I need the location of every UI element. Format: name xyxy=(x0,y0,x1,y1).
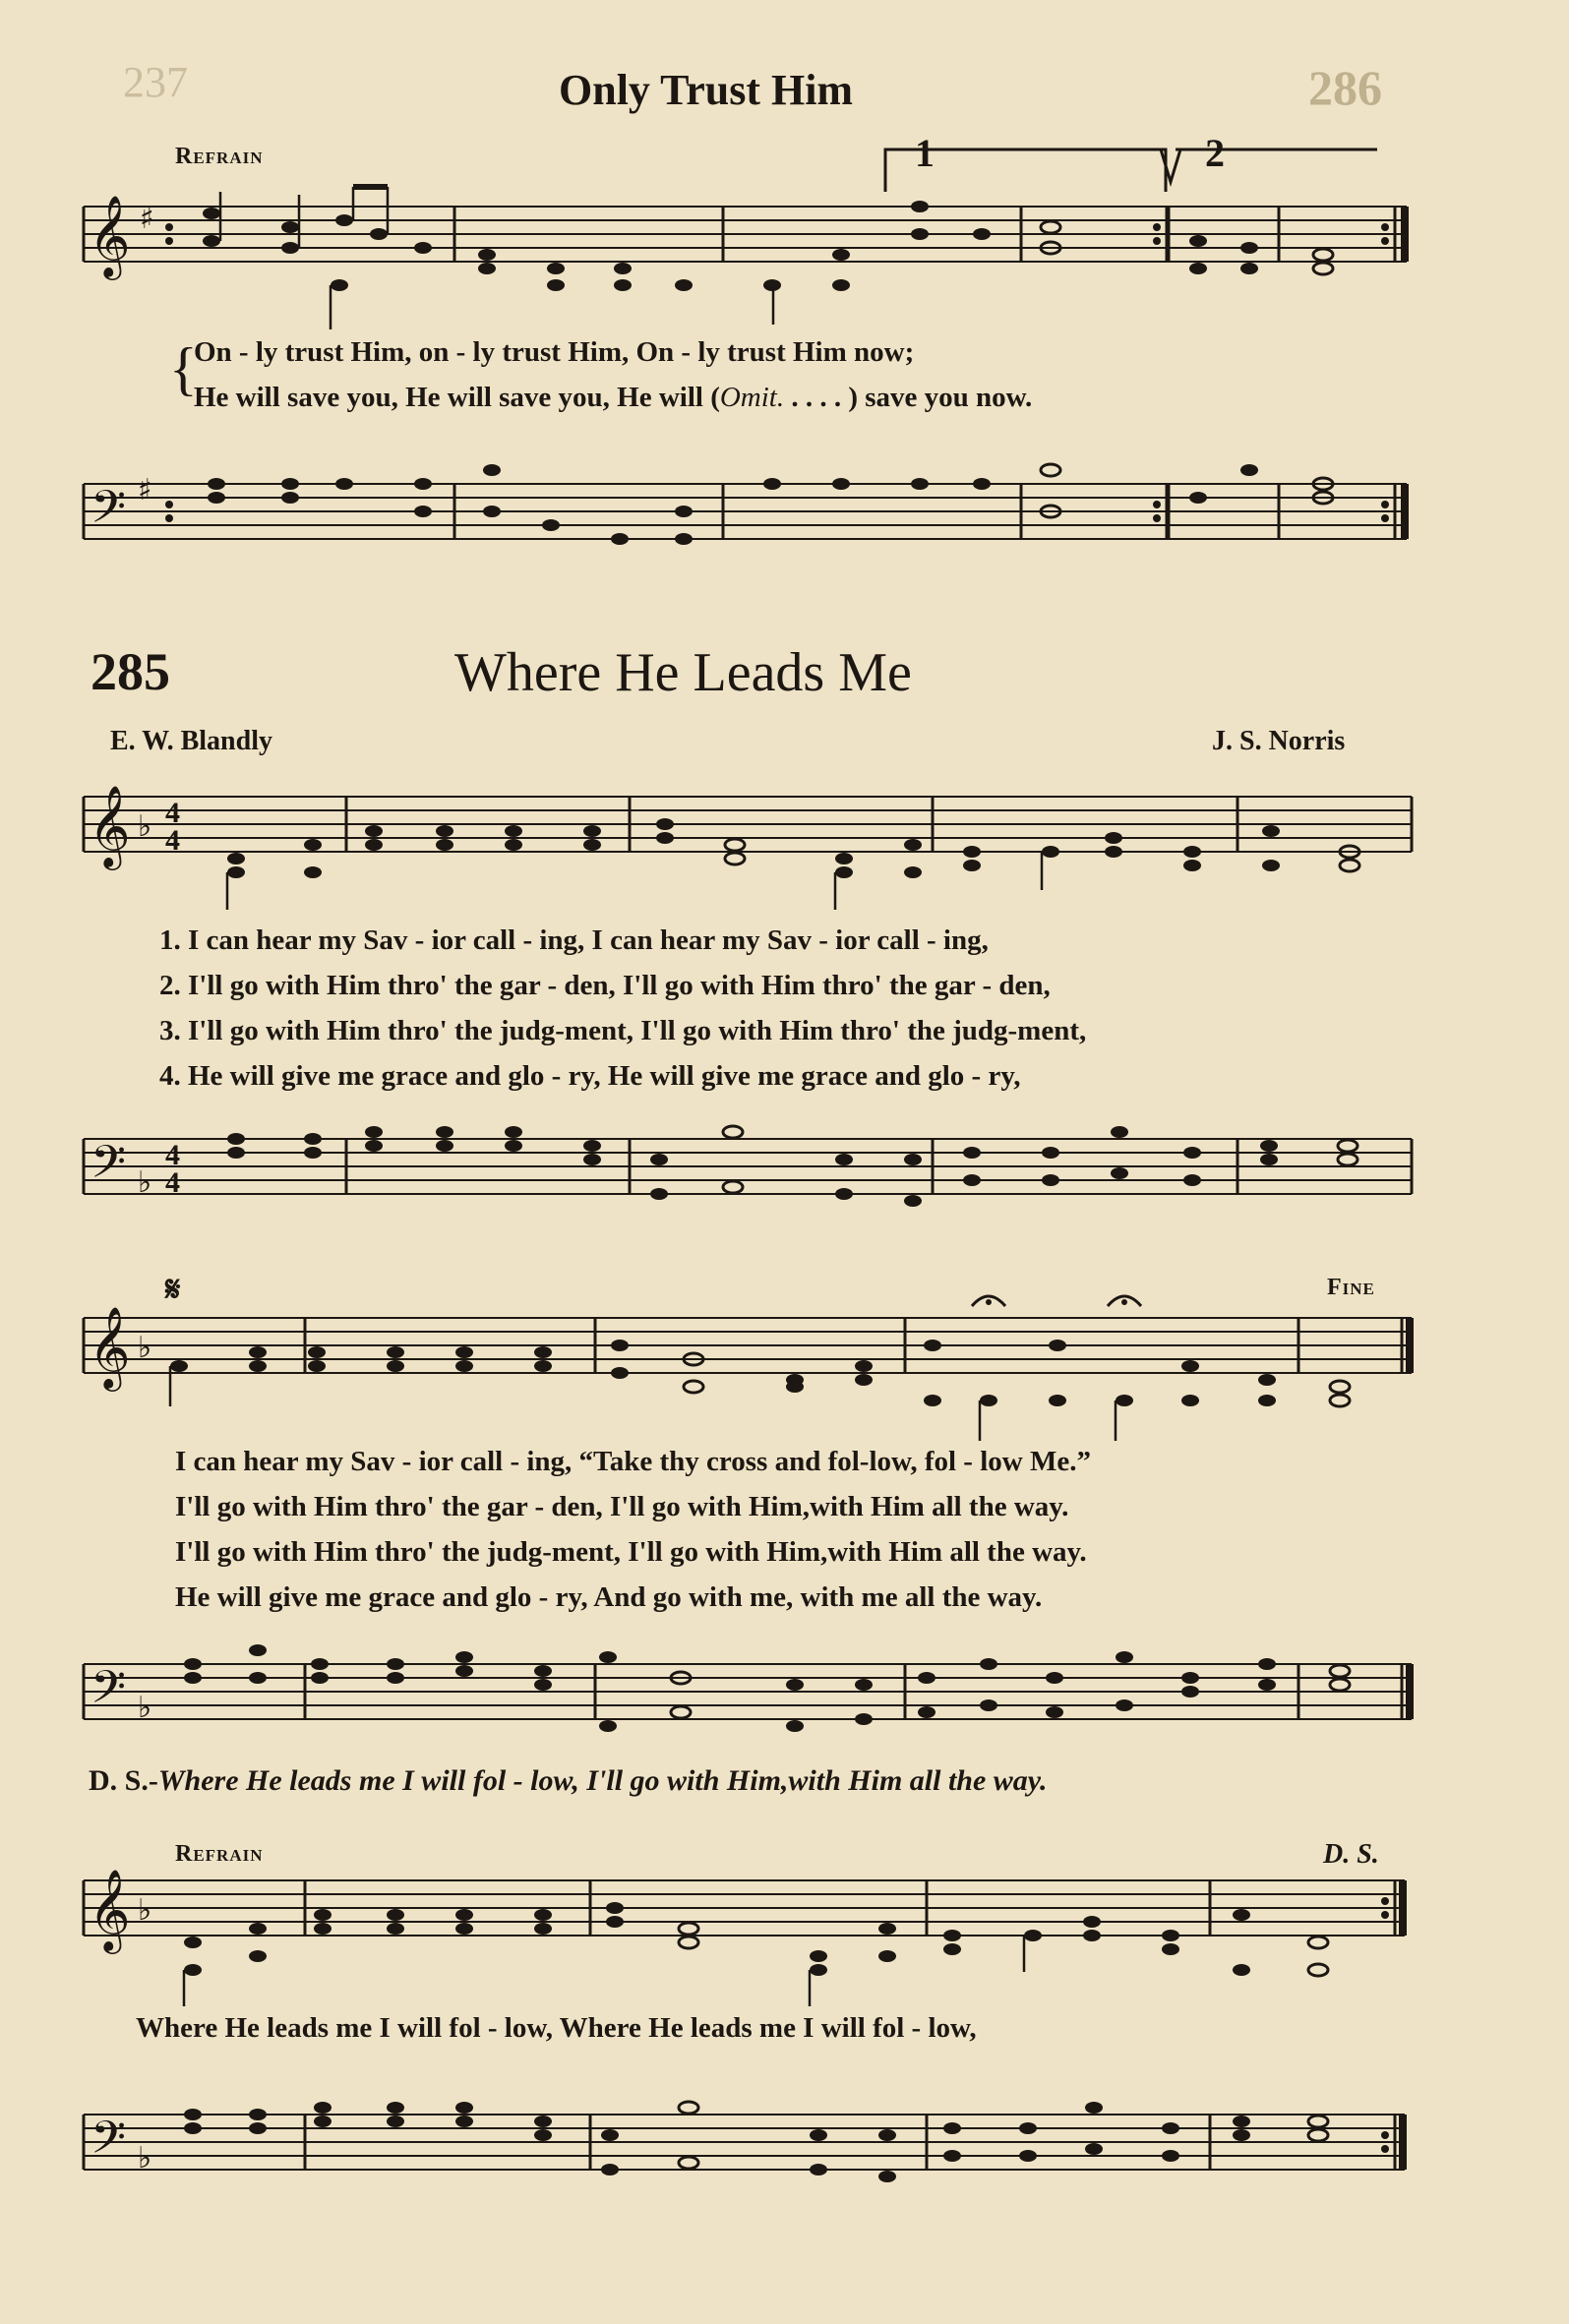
svg-text:𝄢: 𝄢 xyxy=(91,2112,127,2175)
verse-1-part-1: 1. I can hear my Sav - ior call - ing, I can hear my Sav - ior call - ing, xyxy=(159,924,989,956)
bleed-through-left-number: 237 xyxy=(123,58,188,106)
svg-text:𝄞: 𝄞 xyxy=(89,194,131,276)
svg-text:♭: ♭ xyxy=(138,1331,152,1365)
hymn-author: E. W. Blandly xyxy=(110,726,272,756)
top-lyric-line-2-b: . . . . ) save you now. xyxy=(791,382,1033,413)
svg-text:𝄢: 𝄢 xyxy=(91,1136,127,1200)
svg-text:𝄢: 𝄢 xyxy=(91,1661,127,1725)
top-lyric-brace: { xyxy=(169,336,198,401)
top-lyric-line-2-a: He will save you, He will save you, He will ( xyxy=(194,382,720,413)
verse-2-part-2: I'll go with Him thro' the gar - den, I'll go with Him,with Him all the way. xyxy=(175,1491,1069,1522)
top-hymn-title: Only Trust Him xyxy=(559,66,854,114)
ds-prefix: D. S.- xyxy=(89,1764,158,1797)
verse-1-part-2: I can hear my Sav - ior call - ing, “Take thy cross and fol-low, fol - low Me.” xyxy=(175,1446,1091,1477)
svg-text:𝄞: 𝄞 xyxy=(89,1868,131,1950)
svg-text:♭: ♭ xyxy=(138,1165,152,1200)
hymn-composer: J. S. Norris xyxy=(1212,726,1346,756)
time-signature-top: 4 xyxy=(165,797,180,829)
segno-sign: 𝄋 xyxy=(165,1270,181,1309)
ending-1-label: 1 xyxy=(915,131,935,175)
hymn-number: 285 xyxy=(91,642,170,701)
fine-label: Fine xyxy=(1327,1275,1375,1300)
ds-mark: D. S. xyxy=(1323,1839,1379,1870)
svg-text:𝄞: 𝄞 xyxy=(89,1305,131,1388)
ending-2-label: 2 xyxy=(1205,131,1225,175)
verse-2-part-1: 2. I'll go with Him thro' the gar - den, I'll go with Him thro' the gar - den, xyxy=(159,970,1051,1001)
top-lyric-line-1: On - ly trust Him, on - ly trust Him, On - ly trust Him now; xyxy=(194,336,915,368)
svg-text:𝄢: 𝄢 xyxy=(91,481,127,545)
verse-3-part-2: I'll go with Him thro' the judg-ment, I'll go with Him,with Him all the way. xyxy=(175,1536,1087,1568)
ds-text: Where He leads me I will fol - low, I'll go with Him,with Him all the way. xyxy=(157,1764,1048,1797)
svg-text:♯: ♯ xyxy=(140,202,154,236)
svg-text:♭: ♭ xyxy=(138,1691,152,1725)
hymn-title: Where He Leads Me xyxy=(454,642,912,703)
svg-text:♭: ♭ xyxy=(138,2141,152,2175)
refrain-label: Refrain xyxy=(175,1841,264,1867)
svg-text:𝄞: 𝄞 xyxy=(89,784,131,866)
time-signature-bottom: 4 xyxy=(165,824,180,857)
top-refrain-label: Refrain xyxy=(175,144,264,169)
verse-3-part-1: 3. I'll go with Him thro' the judg-ment, I'll go with Him thro' the judg-ment, xyxy=(159,1015,1087,1046)
svg-text:♯: ♯ xyxy=(138,473,152,507)
verse-4-part-2: He will give me grace and glo - ry, And go with me, with me all the way. xyxy=(175,1581,1043,1613)
verse-4-part-1: 4. He will give me grace and glo - ry, He will give me grace and glo - ry, xyxy=(159,1060,1021,1092)
bleed-through-right-number: 286 xyxy=(1308,60,1382,115)
svg-text:4: 4 xyxy=(165,1166,180,1199)
top-lyric-omit: Omit. xyxy=(719,382,785,413)
svg-text:4: 4 xyxy=(165,1139,180,1171)
refrain-lyric: Where He leads me I will fol - low, Where He leads me I will fol - low, xyxy=(136,2012,977,2044)
svg-text:♭: ♭ xyxy=(138,1893,152,1928)
svg-text:♭: ♭ xyxy=(138,809,152,844)
